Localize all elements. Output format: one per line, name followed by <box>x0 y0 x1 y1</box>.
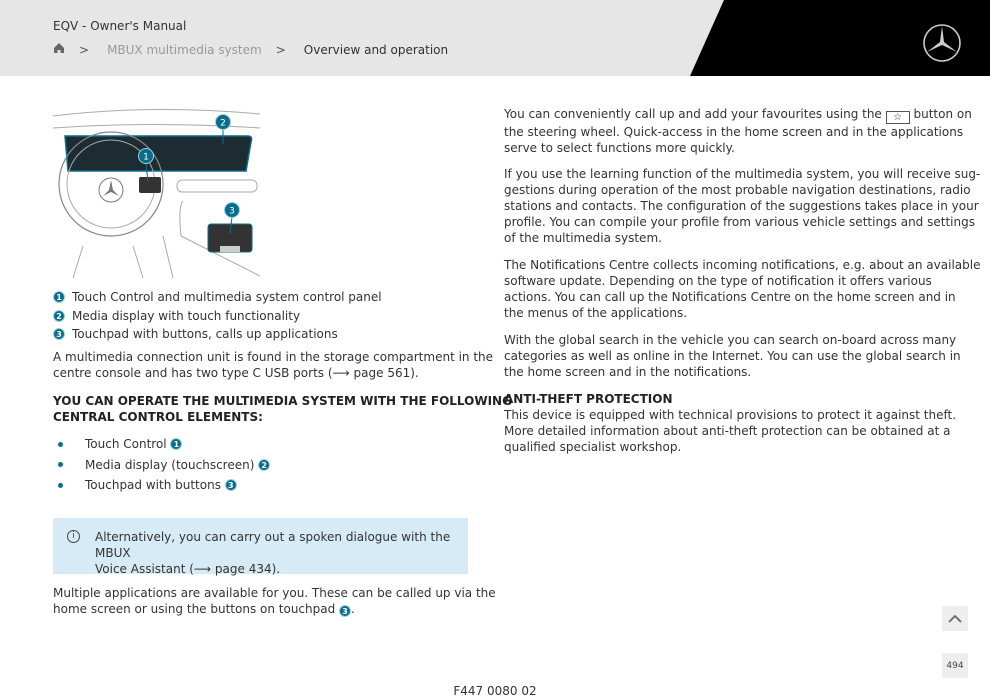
number-badge: 3 <box>225 479 237 491</box>
legend-item: 2 Media display with touch functionality <box>53 307 382 326</box>
legend-item: 3 Touchpad with buttons, calls up applications <box>53 325 382 344</box>
scroll-to-top-button[interactable] <box>942 606 968 631</box>
applications-paragraph: Multiple applications are available for you. These can be called up via the home screen or using the buttons on touchpad 3 . <box>53 586 496 616</box>
star-icon: ☆ <box>886 111 910 124</box>
notifications-paragraph: The Notifications Centre collects incoming notifications, e.g. about an available software update. Depending on the type of notification it offers various actions. You can call up the Notifications Centre on the home screen and in the menus of the applications. <box>504 258 981 320</box>
dashboard-illustration <box>53 106 260 278</box>
usb-paragraph: A multimedia connection unit is found in the storage compartment in the centre console and has two type C USB ports (⟶ page 561). <box>53 350 494 380</box>
page-number-button[interactable]: 494 <box>942 653 968 678</box>
callout-1 <box>139 149 154 164</box>
number-badge: 2 <box>53 310 65 322</box>
home-icon[interactable] <box>53 42 65 57</box>
mercedes-logo-icon <box>922 23 962 63</box>
callout-3 <box>225 203 240 218</box>
legend-item: 1 Touch Control and multimedia system control panel <box>53 288 382 307</box>
search-paragraph: With the global search in the vehicle you can search on-board across many categories as well as online in the Internet. You can use the global search in the home screen and in the notifications. <box>504 333 961 379</box>
number-badge: 1 <box>170 438 182 450</box>
control-elements-list <box>53 434 270 496</box>
svg-text:2: 2 <box>220 118 226 129</box>
page-link[interactable]: Voice Assistant (⟶ page 434). <box>95 562 281 576</box>
breadcrumb-current: Overview and operation <box>303 42 449 57</box>
chevron-right-icon: > <box>79 42 90 57</box>
chevron-up-icon <box>948 614 962 623</box>
list-item: Media display (touchscreen) 2 <box>53 455 270 476</box>
list-item: Touchpad with buttons 3 <box>53 475 270 496</box>
header <box>0 0 990 76</box>
anti-theft-section: ANTI-THEFT PROTECTION This device is equipped with technical provisions to protect it against theft. More detailed information about anti-theft protection can be obtained at a qualified specialist workshop. <box>504 392 957 454</box>
breadcrumb-link[interactable]: MBUX multimedia system <box>107 42 262 57</box>
figure-legend <box>53 288 382 344</box>
chevron-right-icon: > <box>275 42 286 57</box>
learning-paragraph: If you use the learning function of the multimedia system, you will receive sug- gestions during operation of the most probable navigation destinations, radio stations and contacts. The configuration of the suggestions takes place in your profile. You can compile your profile from various vehicle settings and settings of the multimedia system. <box>504 167 981 245</box>
svg-text:3: 3 <box>229 206 235 217</box>
breadcrumb <box>53 42 448 57</box>
anti-theft-heading: ANTI-THEFT PROTECTION <box>504 392 673 406</box>
number-badge: 3 <box>339 605 351 617</box>
svg-text:1: 1 <box>143 152 149 163</box>
info-note: i Alternatively, you can carry out a spoken dialogue with the MBUX Voice Assistant (⟶ page 434). <box>53 518 468 574</box>
callout-2 <box>216 115 231 130</box>
info-icon: i <box>67 530 80 543</box>
favourites-paragraph: You can conveniently call up and add your favourites using the ☆ button on the steering wheel. Quick-access in the home screen and in the applications serve to select functions more quickly. <box>504 107 972 155</box>
number-badge: 2 <box>258 459 270 471</box>
list-item: Touch Control 1 <box>53 434 270 455</box>
section-heading: YOU CAN OPERATE THE MULTIMEDIA SYSTEM WITH THE FOLLOWING CENTRAL CONTROL ELEMENTS: <box>53 394 512 424</box>
number-badge: 1 <box>53 291 65 303</box>
manual-title: EQV - Owner's Manual <box>53 19 187 33</box>
figure-code: F447 0080 02 <box>453 684 537 698</box>
number-badge: 3 <box>53 328 65 340</box>
